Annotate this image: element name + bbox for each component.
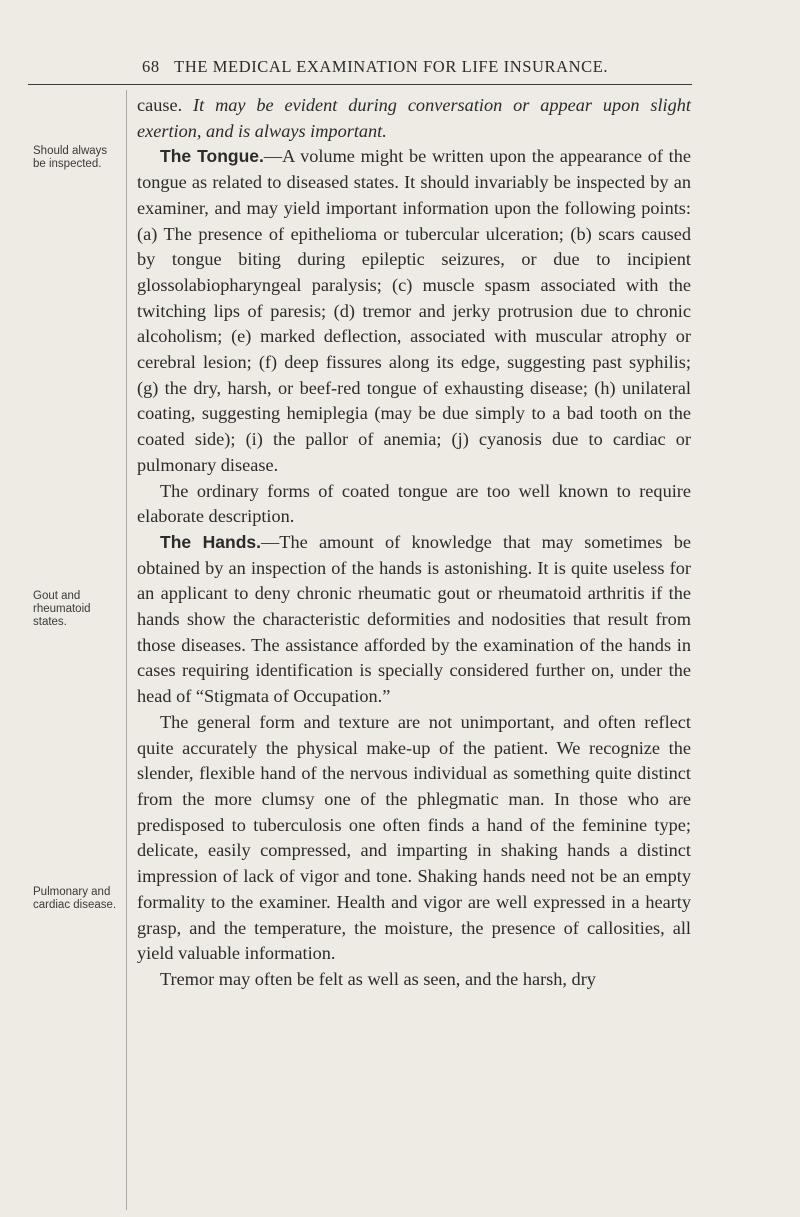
margin-note-inspected: Should always be inspected. [33,145,108,170]
paragraph-coated-tongue: The ordinary forms of coated tongue are too well known to require elaborate description. [137,480,691,527]
heading-hands: The Hands. [160,531,261,552]
paragraph-tremor: Tremor may often be felt as well as seen, and the harsh, dry [160,968,596,989]
paragraph-cause [137,93,691,144]
heading-tongue: The Tongue. [160,146,264,167]
header-rule [28,84,692,85]
body-text [137,93,691,993]
margin-note-pulmonary: Pulmonary and cardiac disease. [33,886,117,911]
margin-note-gout: Gout and rheumatoid states. [33,590,91,628]
margin-divider [126,90,127,1210]
paragraph-hands-body: —The amount of knowledge that may sometimes be obtained by an inspection of the hands is astonishing. It is quite useless for an applicant to deny chronic rheumatic gout or rheumatoid arthritis if the hands show the characteristic deformities and nodosities that result from those diseases. The assistance afforded by the examination of the hands in cases requiring identification is specially considered further on, under the head of “Stigmata of Occupation.” [137,531,691,707]
paragraph-form-texture: The general form and texture are not unimportant, and often reflect quite accurately the physical make-up of the patient. We recognize the slender, flexible hand of the nervous individual as something quite distinct from the more clumsy one of the phlegmatic man. In those who are predisposed to tuberculosis one often finds a hand of the feminine type; delicate, easily compressed, and imparting in shaking hands a distinct impression of lack of vigor and tone. Shaking hands need not be an empty formality to the examiner. Health and vigor are well expressed in a hearty grasp, and the temperature, the moisture, the presence of callosities, all yield valuable information. [137,711,691,964]
running-title: THE MEDICAL EXAMINATION FOR LIFE INSURANCE. [174,57,609,76]
page-number: 68 [142,57,160,76]
running-header [142,57,682,77]
paragraph-tongue [137,144,691,478]
paragraph-cause-italic: It may be evident during conversation or appear upon slight exertion, and is always important. [137,95,691,141]
paragraph-hands [137,530,691,710]
paragraph-tongue-body: —A volume might be written upon the appearance of the tongue as related to diseased states. It should invariably be inspected by an examiner, and may yield important information upon the following points: (a) The presence of epithelioma or tubercular ulceration; (b) scars caused by tongue biting during epileptic seizures, or due to incipient glossolabiopharyngeal paralysis; (c) muscle spasm associated with the twitching lips of paresis; (d) tremor and jerky protrusion due to chronic alcoholism; (e) marked deflection, associated with muscular atrophy or cerebral lesion; (f) deep fissures along its edge, suggesting past syphilis; (g) the dry, harsh, or beef-red tongue of exhausting disease; (h) unilateral coating, suggesting hemiplegia (may be due simply to a bad tooth on the coated side); (i) the pallor of anemia; (j) cyanosis due to cardiac or pulmonary disease. [137,146,692,475]
paragraph-cause-lead: cause. [137,95,194,115]
